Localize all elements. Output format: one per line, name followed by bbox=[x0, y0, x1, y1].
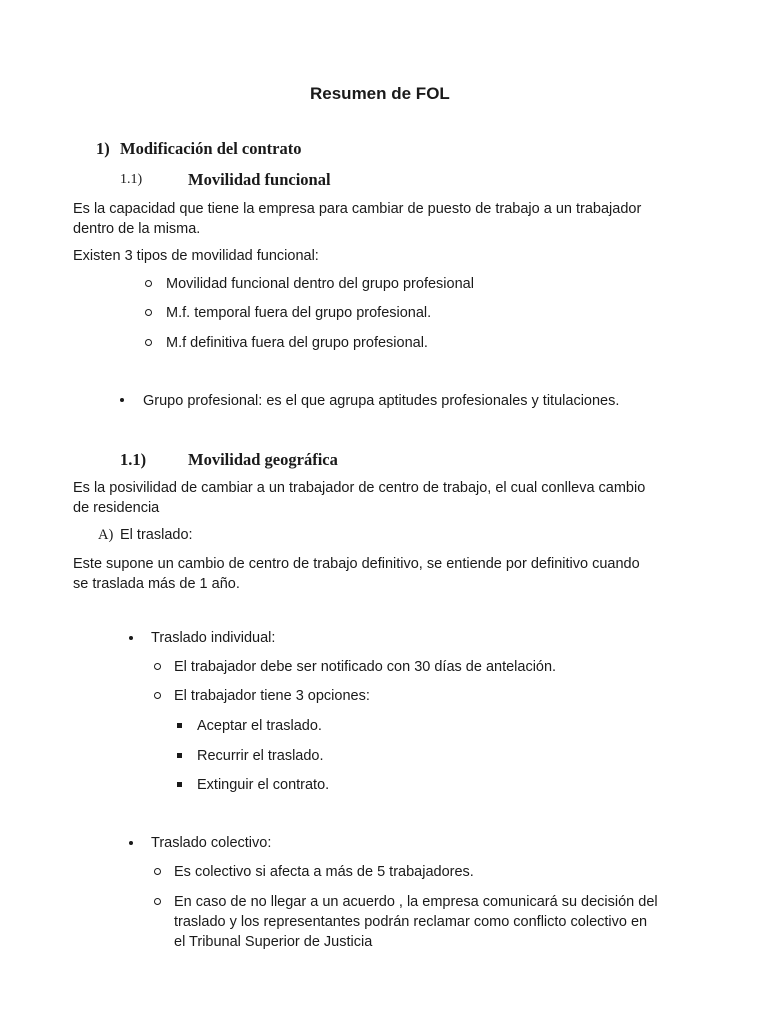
document-title: Resumen de FOL bbox=[310, 84, 450, 103]
list-item-line: En caso de no llegar a un acuerdo , la empresa comunicará su decisión del bbox=[174, 894, 658, 910]
list-item: Movilidad funcional dentro del grupo profesional bbox=[166, 276, 474, 292]
paragraph-line: Es la posivilidad de cambiar a un trabajador de centro de trabajo, el cual conlleva cambio bbox=[73, 480, 646, 496]
list-item: M.f definitiva fuera del grupo profesional. bbox=[166, 335, 428, 351]
paragraph-line: dentro de la misma. bbox=[73, 221, 201, 237]
list-item: Grupo profesional: es el que agrupa aptitudes profesionales y titulaciones. bbox=[143, 393, 620, 409]
paragraph: Existen 3 tipos de movilidad funcional: bbox=[73, 248, 319, 264]
hollow-bullet-icon bbox=[145, 280, 152, 287]
list-item: El trabajador tiene 3 opciones: bbox=[174, 688, 370, 704]
hollow-bullet-icon bbox=[154, 868, 161, 875]
paragraph-line: de residencia bbox=[73, 500, 160, 516]
list-letter: A) bbox=[98, 527, 114, 543]
bullet-icon bbox=[120, 398, 124, 402]
list-item: Extinguir el contrato. bbox=[197, 777, 330, 793]
list-item: Traslado individual: bbox=[151, 630, 276, 646]
section-heading: Modificación del contrato bbox=[120, 139, 302, 158]
list-item-line: traslado y los representantes podrán reclamar como conflicto colectivo en bbox=[174, 914, 648, 930]
subsection-heading: Movilidad funcional bbox=[188, 170, 331, 189]
hollow-bullet-icon bbox=[154, 692, 161, 699]
section-number: 1) bbox=[96, 139, 110, 158]
list-item: El traslado: bbox=[120, 527, 193, 543]
subsection-number: 1.1) bbox=[120, 450, 147, 469]
list-item: Es colectivo si afecta a más de 5 trabajadores. bbox=[174, 864, 474, 880]
paragraph-line: Este supone un cambio de centro de trabajo definitivo, se entiende por definitivo cuando bbox=[73, 556, 640, 572]
subsection-number: 1.1) bbox=[120, 172, 143, 187]
list-item-line: el Tribunal Superior de Justicia bbox=[174, 934, 373, 950]
hollow-bullet-icon bbox=[154, 663, 161, 670]
list-item: Aceptar el traslado. bbox=[197, 718, 322, 734]
list-item: Traslado colectivo: bbox=[151, 835, 272, 851]
list-item: M.f. temporal fuera del grupo profesional. bbox=[166, 305, 432, 321]
list-item: El trabajador debe ser notificado con 30 días de antelación. bbox=[174, 659, 557, 675]
square-bullet-icon bbox=[177, 753, 182, 758]
bullet-icon bbox=[129, 636, 133, 640]
subsection-heading: Movilidad geográfica bbox=[188, 450, 338, 469]
list-item: Recurrir el traslado. bbox=[197, 748, 324, 764]
paragraph-line: Es la capacidad que tiene la empresa para cambiar de puesto de trabajo a un trabajador bbox=[73, 201, 642, 217]
paragraph-line: se traslada más de 1 año. bbox=[73, 576, 240, 592]
bullet-icon bbox=[129, 841, 133, 845]
hollow-bullet-icon bbox=[145, 339, 152, 346]
hollow-bullet-icon bbox=[145, 309, 152, 316]
square-bullet-icon bbox=[177, 782, 182, 787]
hollow-bullet-icon bbox=[154, 898, 161, 905]
square-bullet-icon bbox=[177, 723, 182, 728]
